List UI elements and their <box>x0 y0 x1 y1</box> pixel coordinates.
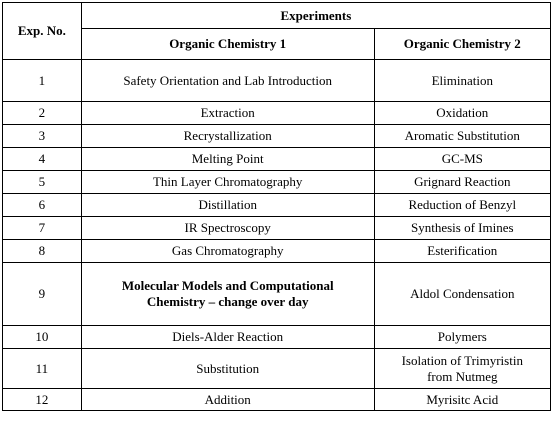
table-row <box>3 217 551 240</box>
oc1-experiment-line: Chemistry – change over day <box>146 294 309 309</box>
oc2-experiment-line: Isolation of Trimyristin <box>401 352 523 368</box>
oc1-experiment: Safety Orientation and Lab Introduction <box>81 60 374 102</box>
oc1-experiment: Addition <box>81 389 374 411</box>
table-row <box>3 102 551 125</box>
oc1-experiment: Thin Layer Chromatography <box>81 171 374 194</box>
oc1-experiment: Extraction <box>81 102 374 125</box>
oc1-experiment: Melting Point <box>81 148 374 171</box>
oc2-experiment: Elimination <box>374 60 550 102</box>
experiments-table <box>2 2 551 411</box>
oc2-experiment: Reduction of Benzyl <box>374 194 550 217</box>
oc1-experiment: Diels-Alder Reaction <box>81 326 374 349</box>
oc2-experiment: Polymers <box>374 326 550 349</box>
oc2-experiment: GC-MS <box>374 148 550 171</box>
oc1-experiment: Gas Chromatography <box>81 240 374 263</box>
oc2-experiment <box>374 349 550 389</box>
oc2-experiment: Aromatic Substitution <box>374 125 550 148</box>
header-experiments: Experiments <box>81 3 550 29</box>
oc1-experiment: IR Spectroscopy <box>81 217 374 240</box>
table-row <box>3 125 551 148</box>
header-organic-chemistry-2: Organic Chemistry 2 <box>374 29 550 60</box>
exp-number: 8 <box>3 240 82 263</box>
oc2-experiment: Grignard Reaction <box>374 171 550 194</box>
exp-number: 4 <box>3 148 82 171</box>
table-row <box>3 389 551 411</box>
table-row <box>3 349 551 389</box>
table-row <box>3 171 551 194</box>
header-exp-no: Exp. No. <box>3 3 82 60</box>
oc2-experiment: Myrisitc Acid <box>374 389 550 411</box>
oc2-experiment: Synthesis of Imines <box>374 217 550 240</box>
exp-number: 7 <box>3 217 82 240</box>
oc1-experiment: Substitution <box>81 349 374 389</box>
oc1-experiment <box>81 263 374 326</box>
table-row <box>3 263 551 326</box>
exp-number: 11 <box>3 349 82 389</box>
table-row <box>3 60 551 102</box>
oc1-experiment: Recrystallization <box>81 125 374 148</box>
table-row <box>3 194 551 217</box>
header-organic-chemistry-1: Organic Chemistry 1 <box>81 29 374 60</box>
exp-number: 1 <box>3 60 82 102</box>
oc2-experiment: Oxidation <box>374 102 550 125</box>
exp-number: 12 <box>3 389 82 411</box>
oc2-experiment: Esterification <box>374 240 550 263</box>
oc1-experiment: Distillation <box>81 194 374 217</box>
oc2-experiment: Aldol Condensation <box>374 263 550 326</box>
exp-number: 6 <box>3 194 82 217</box>
oc2-experiment-line: from Nutmeg <box>427 368 498 384</box>
exp-number: 5 <box>3 171 82 194</box>
table-row <box>3 326 551 349</box>
exp-number: 2 <box>3 102 82 125</box>
table-row <box>3 240 551 263</box>
exp-number: 3 <box>3 125 82 148</box>
oc1-experiment-line: Molecular Models and Computational <box>121 278 334 293</box>
exp-number: 10 <box>3 326 82 349</box>
table-row <box>3 148 551 171</box>
exp-number: 9 <box>3 263 82 326</box>
